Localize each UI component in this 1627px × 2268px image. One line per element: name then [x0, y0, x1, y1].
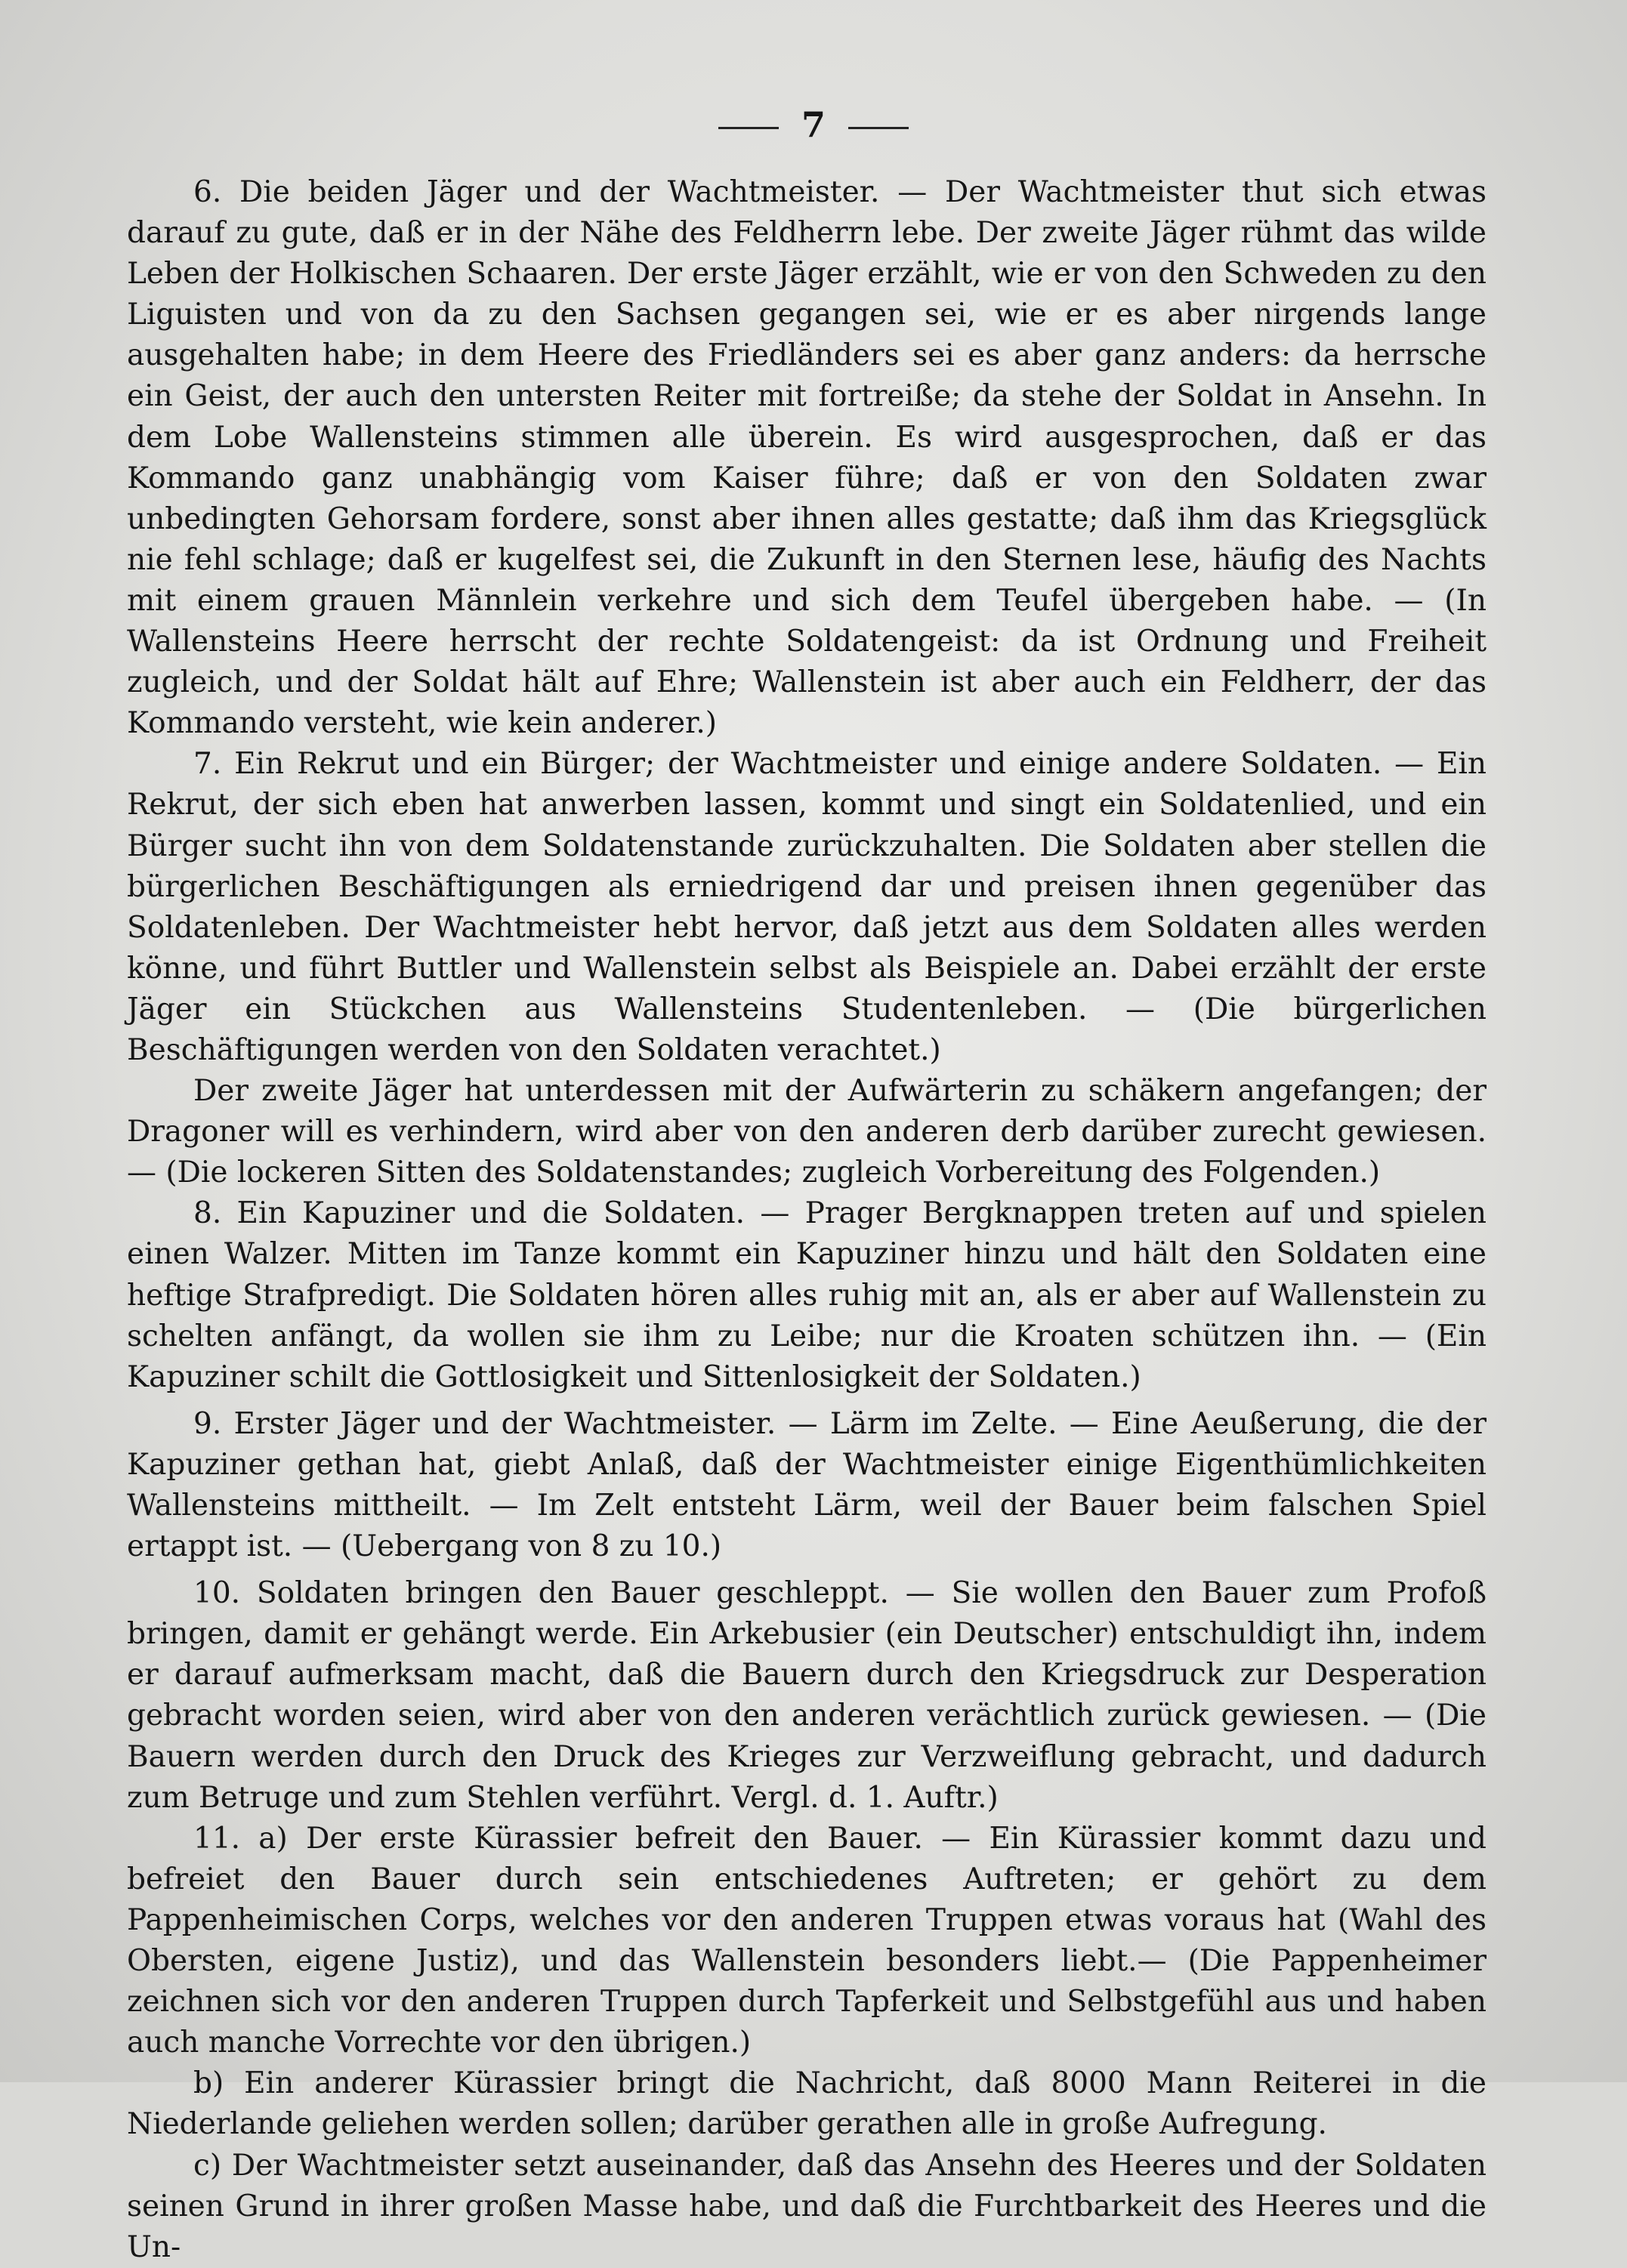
paragraph-6: 6. Die beiden Jäger und der Wachtmeister. — Der Wachtmeister thut sich etwas darauf zu gute, daß er in der Nähe des Feldherrn lebe. Der zweite Jäger rühmt das wilde Leben der Holkischen Schaaren. Der erste Jäger erzählt, wie er von den Schweden zu den Liguisten und von da zu den Sachsen gegangen sei, wie er es aber nirgends lange ausgehalten habe; in dem Heere des Friedländers sei es aber ganz anders: da herrsche ein Geist, der auch den untersten Reiter mit fortreiße; da stehe der Soldat in Ansehn. In dem Lobe Wallensteins stimmen alle überein. Es wird ausgesprochen, daß er das Kommando ganz unabhängig vom Kaiser führe; daß er von den Soldaten zwar unbedingten Gehorsam fordere, sonst aber ihnen alles gestatte; daß ihm das Kriegsglück nie fehl schlage; daß er kugelfest sei, die Zukunft in den Sternen lese, häufig des Nachts mit einem grauen Männlein verkehre und sich dem Teufel übergeben habe. — (In Wallensteins Heere herrscht der rechte Soldatengeist: da ist Ordnung und Freiheit zugleich, und der Soldat hält auf Ehre; Wallenstein ist aber auch ein Feldherr, der das Kommando versteht, wie kein anderer.)	[127, 175, 1487, 741]
paragraph-7: 7. Ein Rekrut und ein Bürger; der Wachtmeister und einige andere Soldaten. — Ein Rekrut, der sich eben hat anwerben lassen, kommt und singt ein Soldatenlied, und ein Bürger sucht ihn von dem Soldatenstande zurückzuhalten. Die Soldaten aber stellen die bürgerlichen Beschäftigungen als erniedrigend dar und preisen ihnen gegenüber das Soldatenleben. Der Wachtmeister hebt hervor, daß jetzt aus dem Soldaten alles werden könne, und führt Buttler und Wallenstein selbst als Beispiele an. Dabei erzählt der erste Jäger ein Stückchen aus Wallensteins Studentenleben. — (Die bürgerlichen Beschäftigungen werden von den Soldaten verachtet.)	[127, 747, 1487, 1067]
header-rule-right	[848, 127, 909, 129]
page-body	[127, 172, 1487, 2268]
paragraph-11a: 11. a) Der erste Kürassier befreit den Bauer. — Ein Kürassier kommt dazu und befreiet den Bauer durch sein entschiedenes Auftreten; er gehört zu dem Pappenheimischen Corps, welches vor den anderen Truppen etwas voraus hat (Wahl des Obersten, eigene Justiz), und das Wallenstein besonders liebt.— (Die Pappenheimer zeichnen sich vor den anderen Truppen durch Tapferkeit und Selbstgefühl aus und haben auch manche Vorrechte vor den übrigen.)	[127, 1821, 1487, 2060]
paragraph-8: 8. Ein Kapuziner und die Soldaten. — Prager Bergknappen treten auf und spielen einen Walzer. Mitten im Tanze kommt ein Kapuziner hinzu und hält den Soldaten eine heftige Strafpredigt. Die Soldaten hören alles ruhig mit an, als er aber auf Wallenstein zu schelten anfängt, da wollen sie ihm zu Leibe; nur die Kroaten schützen ihn. — (Ein Kapuziner schilt die Gottlosigkeit und Sittenlosigkeit der Soldaten.)	[127, 1196, 1487, 1394]
page-header	[0, 102, 1627, 147]
page-number: 7	[801, 104, 826, 145]
paragraph-11b: b) Ein anderer Kürassier bringt die Nachricht, daß 8000 Mann Reiterei in die Niederlande geliehen werden sollen; darüber gerathen alle in große Aufregung.	[127, 2066, 1487, 2142]
paragraph-11c: c) Der Wachtmeister setzt auseinander, daß das Ansehn des Heeres und der Soldaten seinen Grund in ihrer großen Masse habe, und daß die Furchtbarkeit des Heeres und die Un-	[127, 2148, 1487, 2264]
paragraph-7-continued: Der zweite Jäger hat unterdessen mit der Aufwärterin zu schäkern angefangen; der Dragoner will es verhindern, wird aber von den anderen derb darüber zurecht gewiesen. — (Die lockeren Sitten des Soldatenstandes; zugleich Vorbereitung des Folgenden.)	[127, 1074, 1487, 1190]
paragraph-9: 9. Erster Jäger und der Wachtmeister. — Lärm im Zelte. — Eine Aeußerung, die der Kapuziner gethan hat, giebt Anlaß, daß der Wachtmeister einige Eigenthümlichkeiten Wallensteins mittheilt. — Im Zelt entsteht Lärm, weil der Bauer beim falschen Spiel ertappt ist. — (Uebergang von 8 zu 10.)	[127, 1406, 1487, 1564]
paragraph-10: 10. Soldaten bringen den Bauer geschleppt. — Sie wollen den Bauer zum Profoß bringen, damit er gehängt werde. Ein Arkebusier (ein Deutscher) entschuldigt ihn, indem er darauf aufmerksam macht, daß die Bauern durch den Kriegsdruck zur Desperation gebracht worden seien, wird aber von den anderen verächtlich zurück gewiesen. — (Die Bauern werden durch den Druck des Krieges zur Verzweiflung gebracht, und dadurch zum Betruge und zum Stehlen verführt. Vergl. d. 1. Auftr.)	[127, 1576, 1487, 1815]
header-rule-left	[718, 127, 779, 129]
